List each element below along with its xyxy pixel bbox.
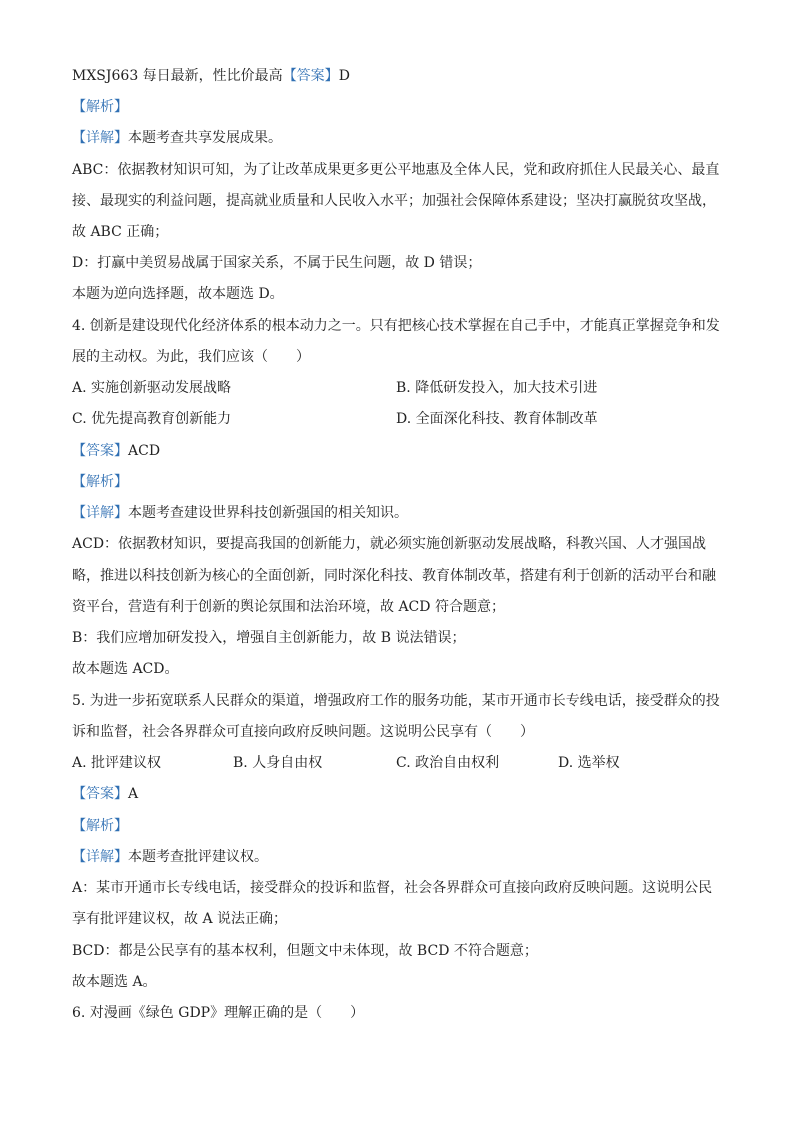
analysis-heading: 【解析】 (72, 474, 128, 490)
paragraph-line: 故 ABC 正确； (72, 224, 169, 240)
paragraph-line: ACD：依据教材知识，要提高我国的创新能力，就必须实施创新驱动发展战略，科教兴国、人才强国战 (72, 536, 707, 552)
paragraph-line: 略，推进以科技创新为核心的全面创新，同时深化科技、教育体制改革，搭建有利于创新的活动平台和融 (72, 568, 716, 584)
answer-tag: 【答案】 (282, 68, 339, 84)
detail-line (72, 503, 408, 523)
paragraph-line: ABC：依据教材知识可知，为了让改革成果更多更公平地惠及全体人民，党和政府抓住人民最关心、最直 (72, 162, 720, 178)
answer-tag: 【答案】 (72, 786, 128, 802)
q4-option-a: A. 实施创新驱动发展战略 (72, 380, 232, 396)
header-prefix: MXSJ663 每日最新，性比价最高 (72, 68, 283, 84)
q5-stem-line2: 诉和监督，社会各界群众可直接向政府反映问题。这说明公民享有（ ） (72, 724, 534, 740)
analysis-heading: 【解析】 (72, 99, 128, 115)
q5-option-b: B. 人身自由权 (233, 755, 323, 771)
paragraph-line: B：我们应增加研发投入，增强自主创新能力，故 B 说法错误； (72, 630, 466, 646)
answer-value: D (338, 68, 350, 84)
q5-option-c: C. 政治自由权利 (396, 755, 500, 771)
paragraph-line: 享有批评建议权，故 A 说法正确； (72, 911, 288, 927)
detail-text: 本题考查共享发展成果。 (128, 130, 282, 146)
answer-value: ACD (128, 443, 161, 459)
detail-tag: 【详解】 (72, 505, 128, 521)
paragraph-line: 故本题选 A。 (72, 974, 157, 990)
q5-option-a: A. 批评建议权 (72, 755, 162, 771)
q5-stem-line1: 5. 为进一步拓宽联系人民群众的渠道，增强政府工作的服务功能，某市开通市长专线电话，接受群众的投 (72, 693, 720, 709)
answer-value: A (128, 786, 139, 802)
detail-tag: 【详解】 (72, 130, 128, 146)
paragraph-line: D：打赢中美贸易战属于国家关系，不属于民生问题，故 D 错误； (72, 255, 482, 271)
detail-text: 本题考查建设世界科技创新强国的相关知识。 (128, 505, 408, 521)
paragraph-line: BCD：都是公民享有的基本权利，但题文中未体现，故 BCD 不符合题意； (72, 943, 538, 959)
paragraph-line: 接、最现实的利益问题，提高就业质量和人民收入水平；加强社会保障体系建设；坚决打赢脱贫攻坚战， (72, 193, 716, 209)
q4-option-c: C. 优先提高教育创新能力 (72, 411, 232, 427)
q5-option-d: D. 选举权 (558, 755, 620, 771)
paragraph-line: 本题为逆向选择题，故本题选 D。 (72, 286, 284, 302)
paragraph-line: A：某市开通市长专线电话，接受群众的投诉和监督，社会各界群众可直接向政府反映问题。这说明公民 (72, 880, 713, 896)
analysis-heading: 【解析】 (72, 818, 128, 834)
detail-line (72, 128, 282, 148)
detail-tag: 【详解】 (72, 849, 128, 865)
paragraph-line: 资平台，营造有利于创新的舆论氛围和法治环境，故 ACD 符合题意； (72, 599, 505, 615)
paragraph-line: 故本题选 ACD。 (72, 661, 179, 677)
answer-tag: 【答案】 (72, 443, 128, 459)
q4-option-b: B. 降低研发投入，加大技术引进 (396, 380, 598, 396)
q6-stem: 6. 对漫画《绿色 GDP》理解正确的是（ ） (72, 1005, 365, 1021)
q4-option-d: D. 全面深化科技、教育体制改革 (396, 411, 598, 427)
q4-answer-line (72, 441, 160, 461)
detail-line (72, 847, 268, 867)
q5-answer-line (72, 784, 138, 804)
q4-stem-line1: 4. 创新是建设现代化经济体系的根本动力之一。只有把核心技术掌握在自己手中，才能真正掌握竞争和发 (72, 318, 720, 334)
header-line (72, 66, 350, 86)
q4-stem-line2: 展的主动权。为此，我们应该（ ） (72, 349, 310, 365)
detail-text: 本题考查批评建议权。 (128, 849, 268, 865)
